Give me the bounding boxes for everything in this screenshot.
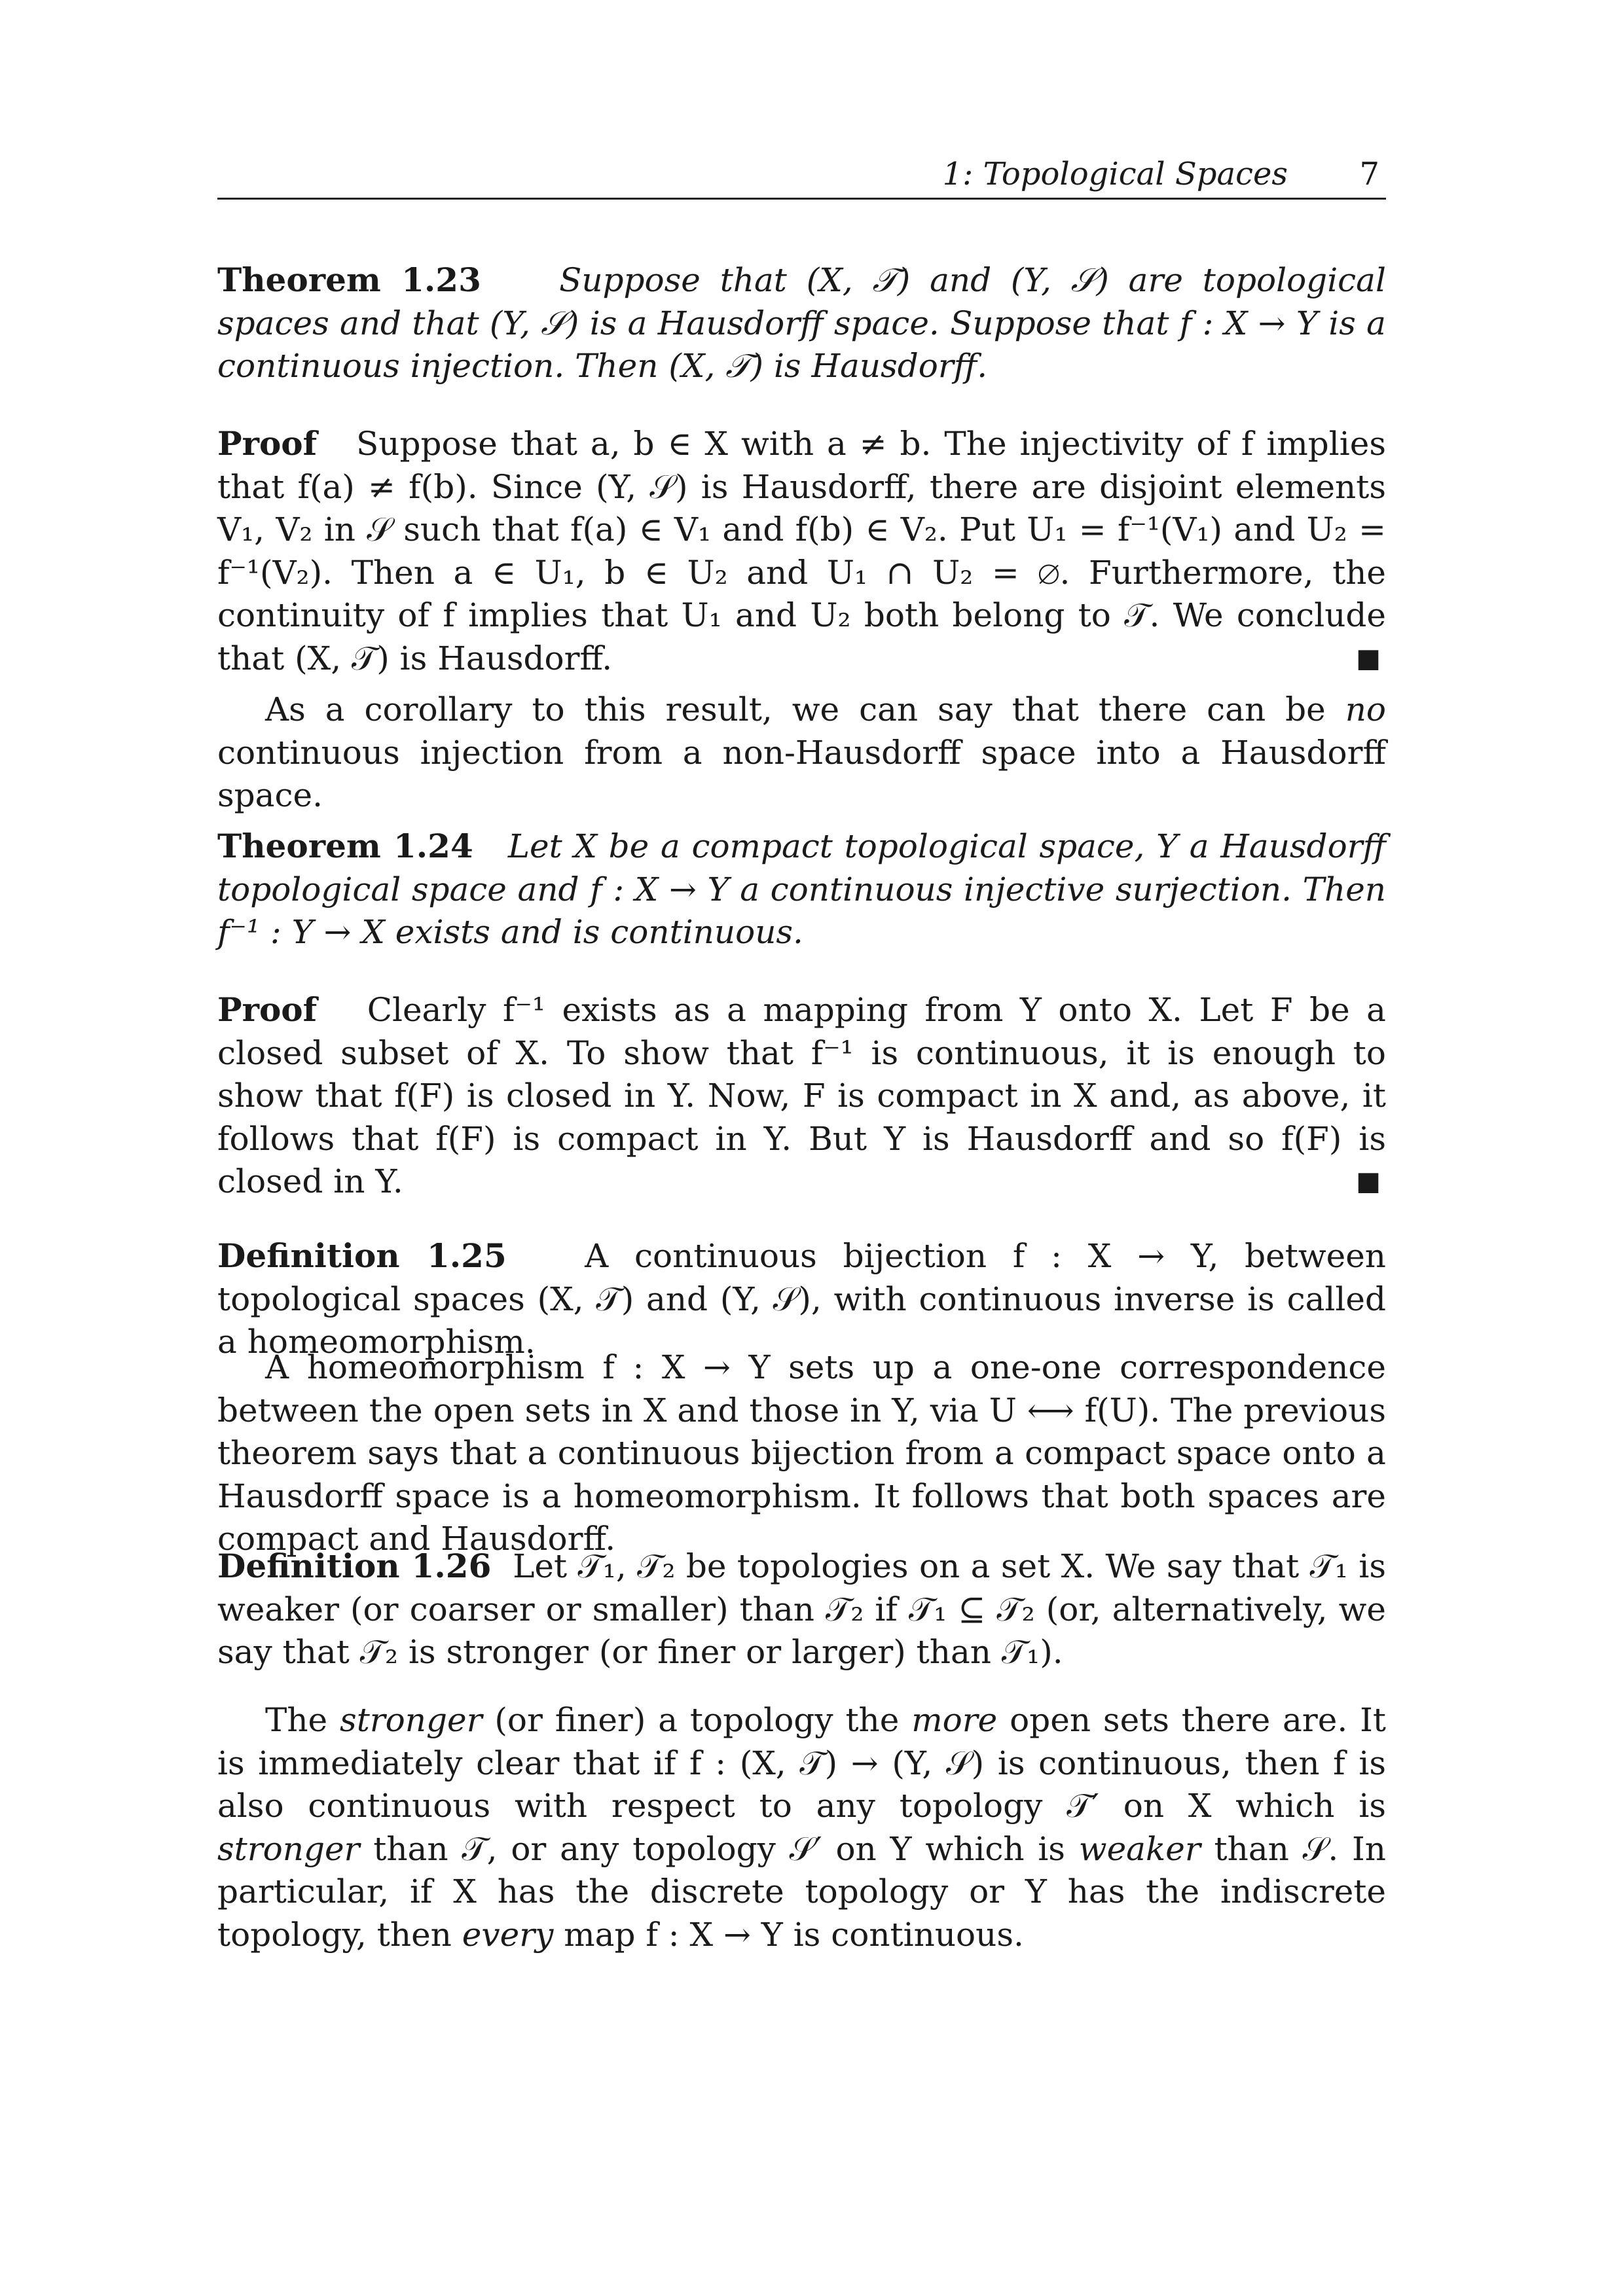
emphasis: weaker [1078,1829,1201,1868]
corollary-text: As a corollary to this result, we can say that there can be [265,691,1345,728]
homeomorphism-paragraph [217,1346,1386,1561]
proof-1-23 [217,422,1386,680]
text: (or finer) a topology the [482,1701,912,1739]
theorem-label: Theorem 1.23 [217,260,481,299]
running-head [217,156,1386,200]
theorem-1-24 [217,825,1386,954]
emphasis: more [911,1701,998,1739]
page-number: 7 [1359,156,1379,192]
definition-text: Let 𝒯₁, 𝒯₂ be topologies on a set X. We say that 𝒯₁ is weaker (or coarser or smaller) than 𝒯₂ if 𝒯₁ ⊆ 𝒯₂ (or, alternatively, we say that 𝒯₂ is stronger (or finer or larger) than 𝒯₁). [217,1547,1386,1671]
definition-text: A continuous bijection f : X → Y, between topological spaces (X, 𝒯) and (Y, 𝒮), with continuous inverse is called a homeomorphism. [217,1237,1386,1361]
qed-symbol: ■ [1356,1166,1381,1196]
theorem-label: Theorem 1.24 [217,827,473,865]
proof-label: Proof [217,990,318,1029]
qed-symbol: ■ [1356,643,1381,673]
theorem-statement: Let X be a compact topological space, Y a Hausdorff topological space and f : X → Y a continuous injective surjection. Then f⁻¹ : Y → X exists and is continuous. [217,827,1386,951]
corollary-text-end: continuous injection from a non-Hausdorff space into a Hausdorff space. [217,733,1386,814]
text: open sets there are. It is immediately clear that if f : (X, 𝒯) → (Y, 𝒮) is continuous, then f is also continuous with respect to any topology 𝒯′ on X which is [217,1701,1386,1825]
paragraph-text: A homeomorphism f : X → Y sets up a one-one correspondence between the open sets in X and those in Y, via U ⟷ f(U). The previous theorem says that a continuous bijection from a compact space onto a Hausdorff space is a homeomorphism. It follows that both spaces are compact and Hausdorff. [217,1348,1386,1558]
proof-1-24 [217,988,1386,1204]
text: The [265,1701,340,1739]
emphasis: stronger [340,1701,483,1739]
proof-label: Proof [217,424,318,463]
proof-text: Suppose that a, b ∈ X with a ≠ b. The injectivity of f implies that f(a) ≠ f(b). Since (Y, 𝒮) is Hausdorff, there are disjoint elements V₁, V₂ in 𝒮 such that f(a) ∈ V₁ and f(b) ∈ V₂. Put U₁ = f⁻¹(V₁) and U₂ = f⁻¹(V₂). Then a ∈ U₁, b ∈ U₂ and U₁ ∩ U₂ = ∅. Furthermore, the continuity of f implies that U₁ and U₂ both belong to 𝒯. We conclude that (X, 𝒯) is Hausdorff. [217,425,1386,677]
corollary-paragraph [217,689,1386,817]
theorem-1-23 [217,259,1386,388]
definition-1-26 [217,1545,1386,1674]
topology-strength-paragraph [217,1699,1386,1956]
text: than 𝒮. In particular, if X has the discrete topology or Y has the indiscrete topology, then [217,1829,1386,1954]
definition-label: Definition 1.26 [217,1547,492,1585]
text: than 𝒯, or any topology 𝒮′ on Y which is [359,1829,1079,1868]
definition-label: Definition 1.25 [217,1236,507,1275]
emphasis: no [1345,691,1386,728]
theorem-statement: Suppose that (X, 𝒯) and (Y, 𝒮) are topological spaces and that (Y, 𝒮) is a Hausdorff space. Suppose that f : X → Y is a continuous injection. Then (X, 𝒯) is Hausdorff. [217,261,1386,385]
proof-text: Clearly f⁻¹ exists as a mapping from Y onto X. Let F be a closed subset of X. To show that f⁻¹ is continuous, it is enough to show that f(F) is closed in Y. Now, F is compact in X and, as above, it follows that f(F) is compact in Y. But Y is Hausdorff and so f(F) is closed in Y. [217,991,1386,1200]
definition-1-25 [217,1234,1386,1364]
chapter-title: 1: Topological Spaces [942,156,1288,192]
emphasis: stronger [217,1829,360,1868]
emphasis: every [462,1915,554,1954]
text: map f : X → Y is continuous. [553,1915,1024,1954]
